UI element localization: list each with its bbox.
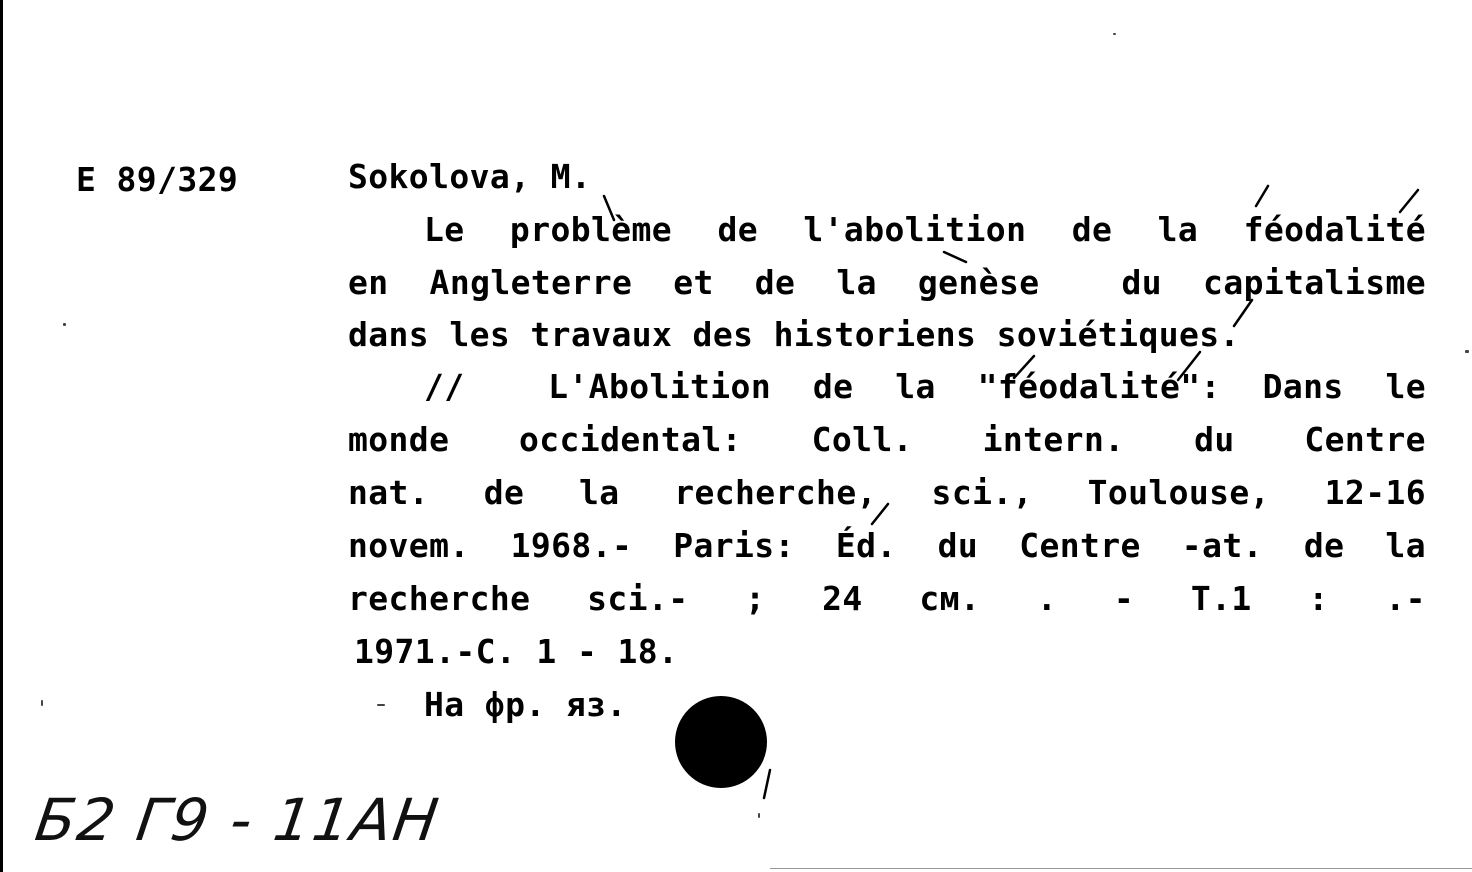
source-word: Coll. — [811, 420, 913, 459]
source-word: 24 — [822, 579, 863, 618]
source-word: . — [1036, 579, 1058, 618]
source-line-2 — [348, 420, 1426, 459]
language-note: На фр. яз. — [424, 685, 627, 724]
card-bottom-rule — [770, 868, 1472, 869]
title-line-1: Le problème de l'abolition de la féodalité — [424, 210, 1426, 249]
source-word: du — [1194, 420, 1235, 459]
source-word: monde — [348, 420, 450, 459]
accent-mark — [1400, 190, 1418, 212]
paper-speck — [758, 813, 760, 818]
source-word: sci., — [931, 473, 1033, 512]
source-word: -at. — [1181, 526, 1263, 565]
source-word: Paris: — [673, 526, 795, 565]
source-word: la — [578, 473, 620, 512]
handwritten-call-number: Б2 Г9 - 11АН — [31, 786, 445, 854]
source-word: du — [937, 526, 979, 565]
source-word: nat. — [348, 473, 430, 512]
source-word: - — [1113, 579, 1135, 618]
paper-speck — [1465, 350, 1469, 353]
source-word: Centre — [1019, 526, 1141, 565]
source-word: sci.- — [587, 579, 689, 618]
accent-mark — [1256, 186, 1268, 206]
source-word: intern. — [982, 420, 1125, 459]
accent-mark — [944, 252, 966, 262]
title-line-2: en Angleterre et de la genèse du capitalisme — [348, 263, 1426, 302]
source-word: occidental: — [519, 420, 742, 459]
source-word: recherche — [348, 579, 531, 618]
card-left-border — [0, 0, 3, 872]
source-word: de — [483, 473, 525, 512]
source-line-5 — [348, 579, 1426, 618]
source-word: Éd. — [835, 526, 897, 565]
source-word: Centre — [1304, 420, 1426, 459]
punch-hole — [675, 696, 767, 788]
source-line-1: // L'Abolition de la "féodalité": Dans le — [424, 367, 1426, 406]
author-name: Sokolova, M. — [348, 157, 592, 196]
source-word: : — [1308, 579, 1329, 618]
source-word: de — [1303, 526, 1345, 565]
pages-line: 1971.-С. 1 - 18. — [354, 632, 679, 671]
paper-speck — [41, 700, 43, 706]
source-word: 12-16 — [1324, 473, 1426, 512]
accent-mark — [764, 770, 770, 798]
source-word: см. — [919, 579, 981, 618]
source-word: ; — [745, 579, 766, 618]
source-word: Toulouse, — [1087, 473, 1270, 512]
source-word: 1968.- — [510, 526, 633, 565]
paper-speck — [1113, 33, 1116, 35]
source-word: novem. — [348, 526, 470, 565]
source-word: recherche, — [674, 473, 877, 512]
source-line-3 — [348, 473, 1426, 512]
title-line-3: dans les travaux des historiens soviétiques. — [348, 315, 1240, 354]
shelfmark: E 89/329 — [76, 160, 239, 199]
source-word: la — [1385, 526, 1426, 565]
source-word: Т.1 — [1190, 579, 1252, 618]
source-word: .- — [1385, 579, 1426, 618]
paper-speck — [63, 323, 66, 326]
paper-speck — [377, 704, 385, 706]
source-line-4 — [348, 526, 1426, 565]
